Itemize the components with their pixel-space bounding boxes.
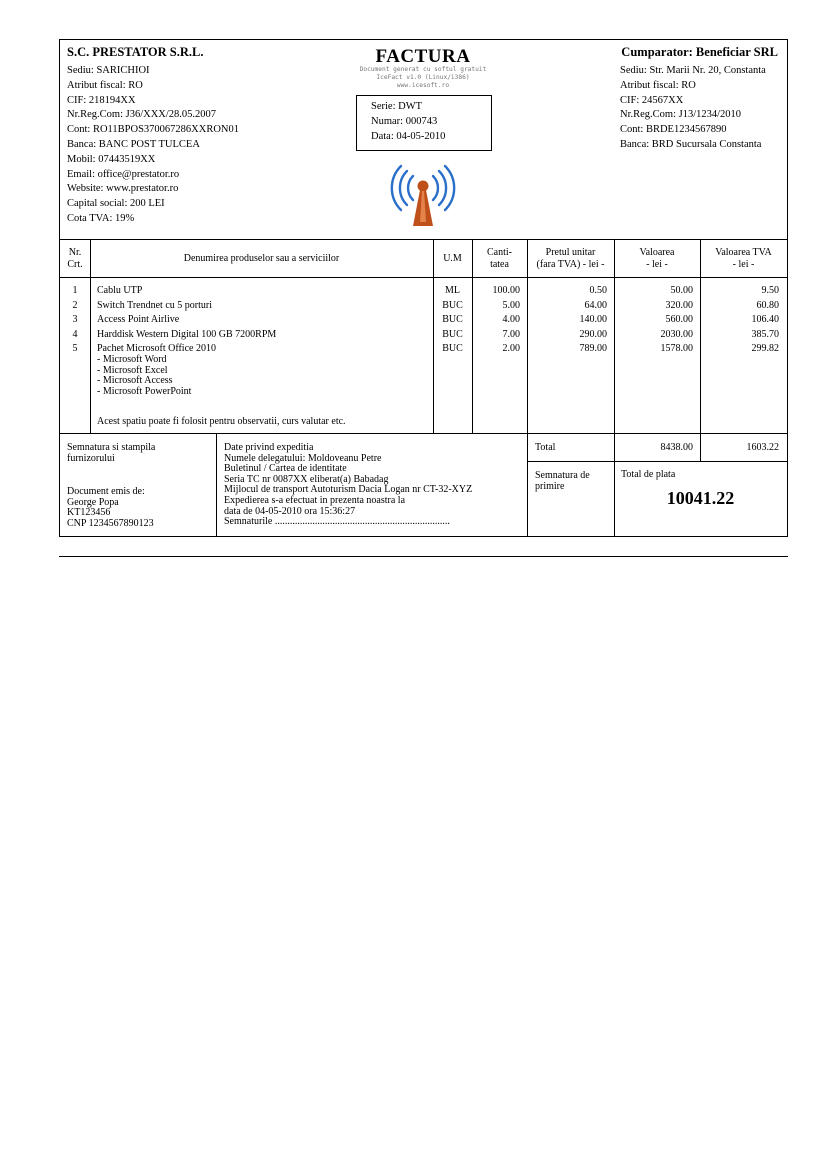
header-text: tatea xyxy=(490,258,509,270)
sub-item: - Microsoft Excel xyxy=(97,364,168,376)
supplier-line: Website: www.prestator.ro xyxy=(67,183,179,195)
total-label: Total xyxy=(535,442,556,453)
table-cell: 2.00 xyxy=(502,343,520,355)
header-text: - lei - xyxy=(732,258,755,270)
generator-line: Document generat cu softul gratuit xyxy=(359,66,487,73)
supplier-line: Email: office@prestator.ro xyxy=(67,168,180,180)
buyer-line: CIF: 24567XX xyxy=(620,94,684,106)
footer-text: Numele delegatului: Moldoveanu Petre xyxy=(224,452,382,464)
table-cell: 299.82 xyxy=(751,343,779,355)
table-cell: Harddisk Western Digital 100 GB 7200RPM xyxy=(97,328,277,340)
col-name xyxy=(97,284,431,397)
buyer-line: Nr.Reg.Com: J13/1234/2010 xyxy=(620,109,742,121)
footer-text: Semnaturile ...................................................................... xyxy=(224,516,450,528)
expedition-details xyxy=(224,443,524,528)
table-cell: 1 xyxy=(72,285,78,296)
table-cell: Cablu UTP xyxy=(97,285,143,296)
buyer-line: Sediu: Str. Marii Nr. 20, Constanta xyxy=(620,65,766,76)
buyer-line: Banca: BRD Sucursala Constanta xyxy=(620,138,762,150)
total-pay-value: 10041.22 xyxy=(666,488,735,508)
observations: Acest spatiu poate fi folosit pentru observatii, curs valutar etc. xyxy=(97,416,346,427)
supplier-signature-label xyxy=(67,443,212,464)
footer-text: Mijlocul de transport Autoturism Dacia Logan nr CT-32-XYZ xyxy=(224,484,473,496)
footer-divider xyxy=(527,461,787,462)
buyer-line: Cont: BRDE1234567890 xyxy=(620,124,727,136)
footer-text: CNP 1234567890123 xyxy=(67,517,154,529)
header-text: Crt. xyxy=(67,258,83,270)
total-vat: 1603.22 xyxy=(746,442,779,453)
table-cell: 0.50 xyxy=(589,285,607,296)
sub-item: - Microsoft PowerPoint xyxy=(97,385,192,397)
supplier-line: CIF: 218194XX xyxy=(67,94,136,106)
wireless-antenna-icon xyxy=(388,162,458,232)
footer-divider xyxy=(216,433,217,537)
table-cell: 100.00 xyxy=(492,285,520,296)
table-cell: 3 xyxy=(72,314,78,326)
sub-items xyxy=(97,355,431,397)
invoice xyxy=(59,39,788,537)
header-um: U.M xyxy=(443,253,462,264)
generator-line: IceFact v1.0 (Linux/i386) xyxy=(376,74,470,81)
table-cell: 140.00 xyxy=(579,314,607,326)
issued-by xyxy=(67,487,212,529)
col-nr xyxy=(60,284,90,357)
buyer-line: Atribut fiscal: RO xyxy=(620,79,696,91)
sub-item: - Microsoft Word xyxy=(97,353,167,365)
col-um xyxy=(433,284,472,357)
footer-text: Document emis de: xyxy=(67,486,145,497)
footer-text: data de 04-05-2010 ora 15:36:27 xyxy=(224,505,356,517)
footer-text: KT123456 xyxy=(67,507,111,519)
header-text: - lei - xyxy=(646,258,668,270)
footer-text: Date privind expeditia xyxy=(224,442,314,453)
table-cell: BUC xyxy=(442,328,463,340)
col-qty xyxy=(472,284,520,357)
table-cell: 5 xyxy=(72,343,78,355)
table-bottom-border xyxy=(60,433,787,434)
serie-box xyxy=(356,95,492,151)
supplier-details xyxy=(67,64,347,227)
table-cell: 64.00 xyxy=(584,299,607,311)
supplier-line: Atribut fiscal: RO xyxy=(67,79,143,91)
col-divider xyxy=(90,239,91,433)
header-text: Valoarea xyxy=(639,247,675,258)
header-vat xyxy=(700,247,787,270)
generator-note xyxy=(323,66,523,90)
total-value: 8438.00 xyxy=(660,442,693,453)
col-vat xyxy=(700,284,779,357)
table-cell: ML xyxy=(445,285,460,296)
table-cell: 7.00 xyxy=(502,328,520,340)
header-value xyxy=(614,247,700,270)
invoice-title: FACTURA xyxy=(375,46,471,67)
serie: Serie: DWT xyxy=(371,101,423,112)
table-cell: BUC xyxy=(442,314,463,326)
table-cell: BUC xyxy=(442,299,463,311)
table-cell: 4.00 xyxy=(502,314,520,326)
col-value xyxy=(614,284,693,357)
buyer-details xyxy=(620,64,788,153)
footer-text: Semnatura de xyxy=(535,470,590,481)
supplier-name: S.C. PRESTATOR S.R.L. xyxy=(67,45,204,59)
table-cell: 385.70 xyxy=(751,328,779,340)
table-cell: Pachet Microsoft Office 2010 xyxy=(97,343,216,355)
supplier-line: Sediu: SARICHIOI xyxy=(67,65,150,76)
table-cell: 2 xyxy=(72,299,78,311)
header-text: (fara TVA) - lei - xyxy=(536,258,605,270)
header-price xyxy=(527,247,614,270)
table-cell: 1578.00 xyxy=(660,343,693,355)
buyer-name: Cumparator: Beneficiar SRL xyxy=(621,45,778,59)
footer-divider xyxy=(527,433,528,537)
header-name: Denumirea produselor sau a serviciilor xyxy=(183,253,340,264)
table-cell: 50.00 xyxy=(670,285,693,296)
total-pay-label: Total de plata xyxy=(621,469,676,480)
header-text: Nr. xyxy=(68,247,82,258)
table-cell: 9.50 xyxy=(761,285,779,296)
page-rule xyxy=(59,556,788,557)
receipt-signature-label xyxy=(535,471,613,492)
supplier-line: Cont: RO11BPOS370067286XXRON01 xyxy=(67,124,240,136)
header-nr xyxy=(60,247,90,270)
supplier-line: Mobil: 07443519XX xyxy=(67,153,156,165)
table-cell: 789.00 xyxy=(579,343,607,355)
footer-text: Expedierea s-a efectuat in prezenta noastra la xyxy=(224,494,406,506)
footer-text: primire xyxy=(535,480,565,492)
table-cell: 560.00 xyxy=(665,314,693,326)
header-qty xyxy=(472,247,527,270)
table-cell: 106.40 xyxy=(751,314,779,326)
generator-line: www.icesoft.ro xyxy=(396,82,450,89)
table-header-border xyxy=(60,277,787,278)
table-cell: 4 xyxy=(72,328,78,340)
sub-item: - Microsoft Access xyxy=(97,375,173,387)
table-cell: Switch Trendnet cu 5 porturi xyxy=(97,299,212,311)
header-text: Valoarea TVA xyxy=(715,247,772,258)
footer-text: George Popa xyxy=(67,496,119,508)
footer-text: furnizorului xyxy=(67,452,115,464)
header-text: Canti- xyxy=(487,247,512,258)
table-cell: BUC xyxy=(442,343,463,355)
table-top-border xyxy=(60,239,787,240)
supplier-line: Cota TVA: 19% xyxy=(67,212,135,224)
header-text: Pretul unitar xyxy=(545,247,596,258)
numar: Numar: 000743 xyxy=(371,115,438,127)
table-cell: 5.00 xyxy=(502,299,520,311)
supplier-line: Banca: BANC POST TULCEA xyxy=(67,138,200,150)
table-cell: 290.00 xyxy=(579,328,607,340)
table-cell: 60.80 xyxy=(756,299,779,311)
footer-text: Buletinul / Cartea de identitate xyxy=(224,463,347,475)
table-cell: 2030.00 xyxy=(660,328,693,340)
data: Data: 04-05-2010 xyxy=(371,130,446,142)
col-price xyxy=(527,284,607,357)
table-cell: 320.00 xyxy=(665,299,693,311)
table-cell: Access Point Airlive xyxy=(97,314,180,326)
footer-text: Semnatura si stampila xyxy=(67,442,156,453)
supplier-line: Nr.Reg.Com: J36/XXX/28.05.2007 xyxy=(67,109,217,121)
footer-text: Seria TC nr 0087XX eliberat(a) Babadag xyxy=(224,473,389,485)
supplier-line: Capital social: 200 LEI xyxy=(67,198,165,210)
